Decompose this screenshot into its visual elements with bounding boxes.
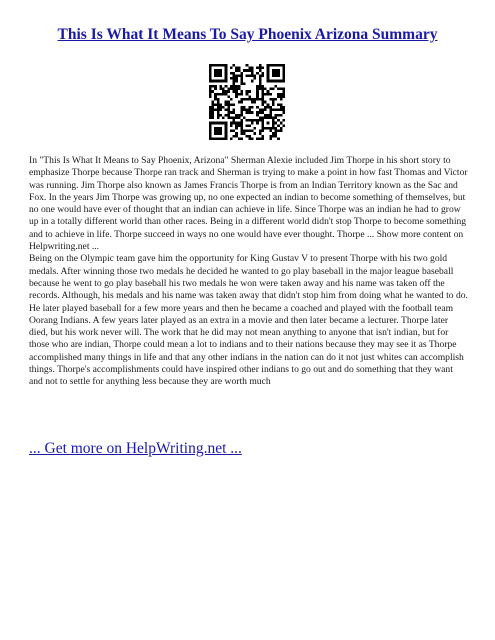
qr-code-icon xyxy=(209,64,285,140)
article-paragraph-1: In "This Is What It Means to Say Phoenix, Arizona" Sherman Alexie included Jim Thorpe in his short story to emphasize Thorpe because Thorpe ran track and Sherman is trying to make a point in how fast Thomas and Victor was running. Jim Thorpe also known as James Francis Thorpe is from an Indian Territory known as the Sac and Fox. In the years Jim Thorpe was growing up, no one expected an indian to become something of themselves, but no one would have ever of thought that an indian can achieve in life. Since Thorpe was an indian he had to grow up in a totally different world than other races. Being in a different world didn't stop Thorpe to become something and to achieve in life. Thorpe succeed in ways no one would have ever thought. Thorpe ... Show more content on Helpwriting.net ... xyxy=(29,155,468,253)
document-title[interactable]: This Is What It Means To Say Phoenix Arizona Summary xyxy=(57,26,438,43)
get-more-link[interactable]: ... Get more on HelpWriting.net ... xyxy=(29,440,242,457)
article-body xyxy=(29,155,469,389)
article-paragraph-2: Being on the Olympic team gave him the opportunity for King Gustav V to present Thorpe with his two gold medals. After winning those two medals he decided he wanted to go play baseball in the major league baseball because he went to go play baseball his two medals he won were taken away and his name was taken off the records. Although, his medals and his name was taken away that didn't stop him from doing what he wanted to do. He later played baseball for a few more years and then he became a coached and played with the football team Oorang Indians. A few years later played as an extra in a movie and then later became a lecturer. Thorpe later died, but his work never will. The work that he did may not mean anything to anyone that isn't indian, but for those who are indian, Thorpe could mean a lot to indians and to their nations because they may see it as Thorpe accomplished many things in life and that any other indians in the nation can do it not just whites can accomplish things. Thorpe's accomplishments could have inspired other indians to go out and do something that they want and not to settle for anything less because they are worth much xyxy=(29,253,468,388)
